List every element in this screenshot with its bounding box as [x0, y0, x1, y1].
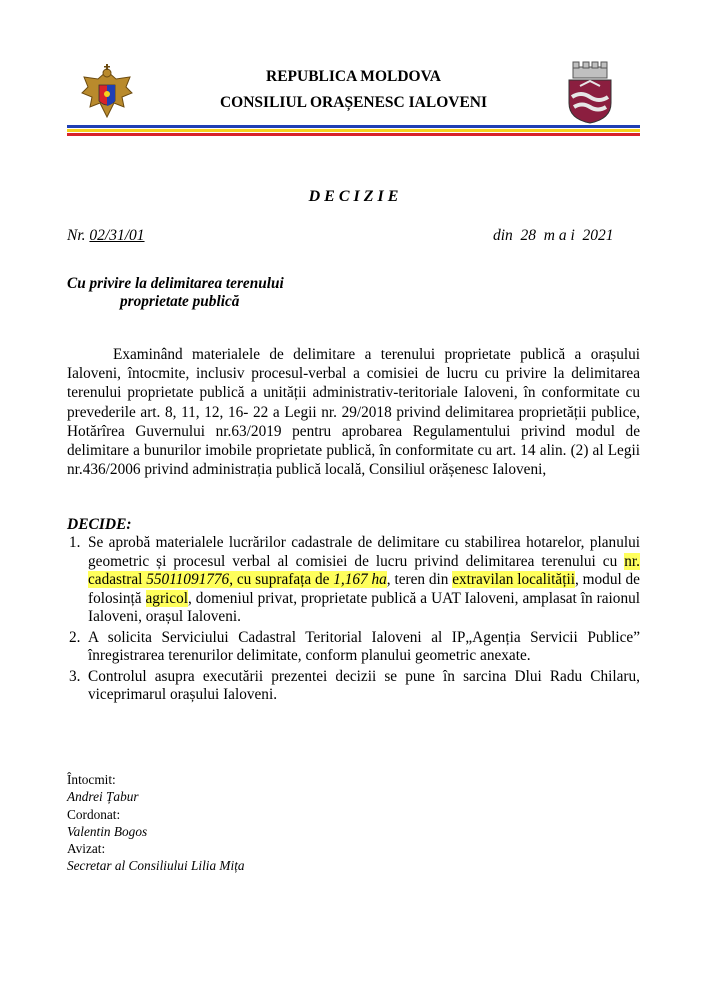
flag-stripe-yellow [67, 129, 640, 132]
signature-block [67, 771, 245, 875]
item-text: , teren din [386, 571, 453, 588]
subject-line-1: Cu privire la delimitarea terenului [67, 275, 284, 292]
decision-number [67, 227, 145, 245]
document-title: D E C I Z I E [308, 188, 399, 205]
item-text: Se aprobă materialele lucrărilor cadastrale de delimitare cu stabilirea hotarelor, planului geometric și procesul verbal al comisiei de lucru privind delimitarea terenului cu [88, 534, 640, 570]
preamble-text: Examinând materialele de delimitare a terenului proprietate publică a orașului Ialoveni, întocmite, inclusiv procesul-verbal a comisiei de lucru cu privire la delimitarea terenului proprietate publică a unității administrativ-teritoriale Ialoveni, în conformitate cu prevederile art. 8, 11, 12, 16- 22 a Legii nr. 29/2018 privind delimitarea proprietății publice, Hotărîrea Guvernului nr.63/2019 pentru aprobarea Regulamentului privind modul de delimitare a bunurilor imobile proprietate publică, în conformitate cu art. 14 alin. (2) al Legii nr.436/2006 privind administrația publică locală, Consiliul orășenesc Ialoveni, [67, 346, 640, 479]
item-text: A solicita Serviciului Cadastral Teritorial Ialoveni al IP„Agenția Servicii Publice” înregistrarea terenurilor delimitate, conform planului geometric anexate. [88, 628, 640, 664]
item-text: , modul de folosință [88, 571, 640, 607]
highlight-land-use: agricol [145, 589, 188, 607]
prepared-label: Întocmit: [67, 772, 116, 787]
decision-number-prefix: Nr. [67, 227, 90, 244]
highlight-location: extravilan localității [452, 571, 575, 588]
flag-stripe-blue [67, 125, 640, 128]
item-number: 1. [69, 534, 81, 551]
item-number: 3. [69, 667, 81, 685]
highlight-area-value: 1,167 ha [333, 571, 387, 588]
item-text: , domeniul privat, proprietate publică a UAT Ialoveni, amplasat în raionul Ialoveni, orașul Ialoveni. [88, 589, 640, 625]
preamble [67, 345, 640, 479]
prepared-name: Andrei Țabur [67, 789, 139, 805]
list-item [67, 629, 640, 666]
decision-items [67, 534, 640, 707]
highlight-area-label: , cu suprafața de [229, 571, 334, 588]
header-country: REPUBLICA MOLDOVA [266, 68, 441, 85]
coordinated-label: Cordonat: [67, 806, 121, 822]
endorsed-name: Secretar al Consiliului Lilia Mița [67, 858, 245, 874]
decision-date: din 28 m a i 2021 [493, 227, 614, 244]
coordinated-name: Valentin Bogos [67, 823, 148, 839]
flag-stripe-red [67, 133, 640, 136]
subject-line-2: proprietate publică [120, 293, 240, 310]
list-item [67, 668, 640, 705]
item-text: Controlul asupra executării prezentei decizii se pune în sarcina Dlui Radu Chilaru, viceprimarul orașului Ialoveni. [88, 667, 640, 703]
decide-label: DECIDE: [67, 516, 132, 533]
list-item [67, 534, 640, 627]
header-council: CONSILIUL ORAȘENESC IALOVENI [219, 94, 488, 111]
item-number: 2. [69, 628, 81, 646]
endorsed-label: Avizat: [67, 841, 106, 857]
decision-number-value: 02/31/01 [89, 227, 145, 244]
highlight-cadastral-label: nr. cadastral [88, 552, 640, 588]
highlight-cadastral-number: 55011091776 [146, 571, 230, 588]
